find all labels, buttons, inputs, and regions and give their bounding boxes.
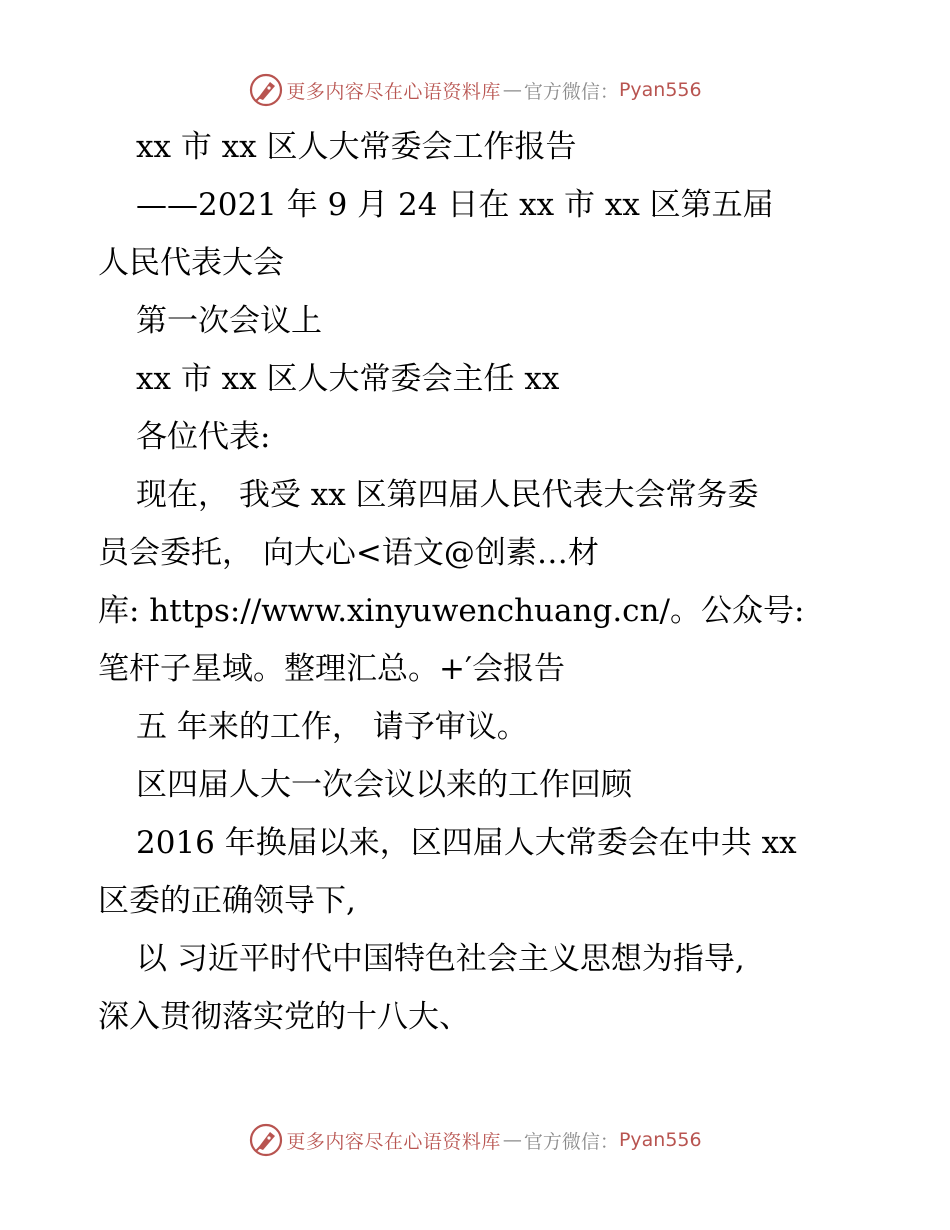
watermark-footer xyxy=(0,1120,950,1160)
doc-line: 现在， 我受 xx 区第四届人民代表大会常务委 xyxy=(136,477,759,513)
watermark-header xyxy=(0,70,950,110)
doc-line: xx 市 xx 区人大常委会工作报告 xyxy=(136,129,577,165)
doc-line: 各位代表: xyxy=(136,419,271,455)
doc-line: xx 市 xx 区人大常委会主任 xx xyxy=(136,361,560,397)
document-body xyxy=(98,118,858,1046)
doc-line: 以 习近平时代中国特色社会主义思想为指导, xyxy=(136,941,745,977)
doc-line: 五 年来的工作， 请予审议。 xyxy=(136,709,528,745)
pen-nib-logo-icon xyxy=(248,72,284,108)
doc-line: 区四届人大一次会议以来的工作回顾 xyxy=(136,767,632,803)
pen-nib-logo-icon xyxy=(248,1122,284,1158)
watermark-separator: — xyxy=(502,79,522,101)
doc-line: ——2021 年 9 月 24 日在 xx 市 xx 区第五届 xyxy=(136,187,774,223)
doc-line: 区委的正确领导下, xyxy=(98,883,356,919)
watermark-text: 更多内容尽在心语资料库 xyxy=(286,1130,501,1153)
watermark-wechat-id: Pyan556 xyxy=(618,79,702,101)
watermark-wechat-label: 官方微信： xyxy=(523,80,619,103)
doc-line: 笔杆子星域。整理汇总。+′会报告 xyxy=(98,651,566,687)
watermark-text: 更多内容尽在心语资料库 xyxy=(286,80,501,103)
watermark-wechat-id: Pyan556 xyxy=(618,1129,702,1151)
doc-line: 2016 年换届以来，区四届人大常委会在中共 xx xyxy=(136,825,797,861)
watermark-wechat-label: 官方微信： xyxy=(523,1130,619,1153)
doc-line: 库: https://www.xinyuwenchuang.cn/。公众号: xyxy=(98,593,805,629)
doc-line: 第一次会议上 xyxy=(136,303,322,339)
watermark-separator: — xyxy=(502,1129,522,1151)
doc-line: 员会委托， 向大心<语文@创素…材 xyxy=(98,535,599,571)
doc-line: 人民代表大会 xyxy=(98,245,284,281)
doc-line: 深入贯彻落实党的十八大、 xyxy=(98,999,470,1035)
